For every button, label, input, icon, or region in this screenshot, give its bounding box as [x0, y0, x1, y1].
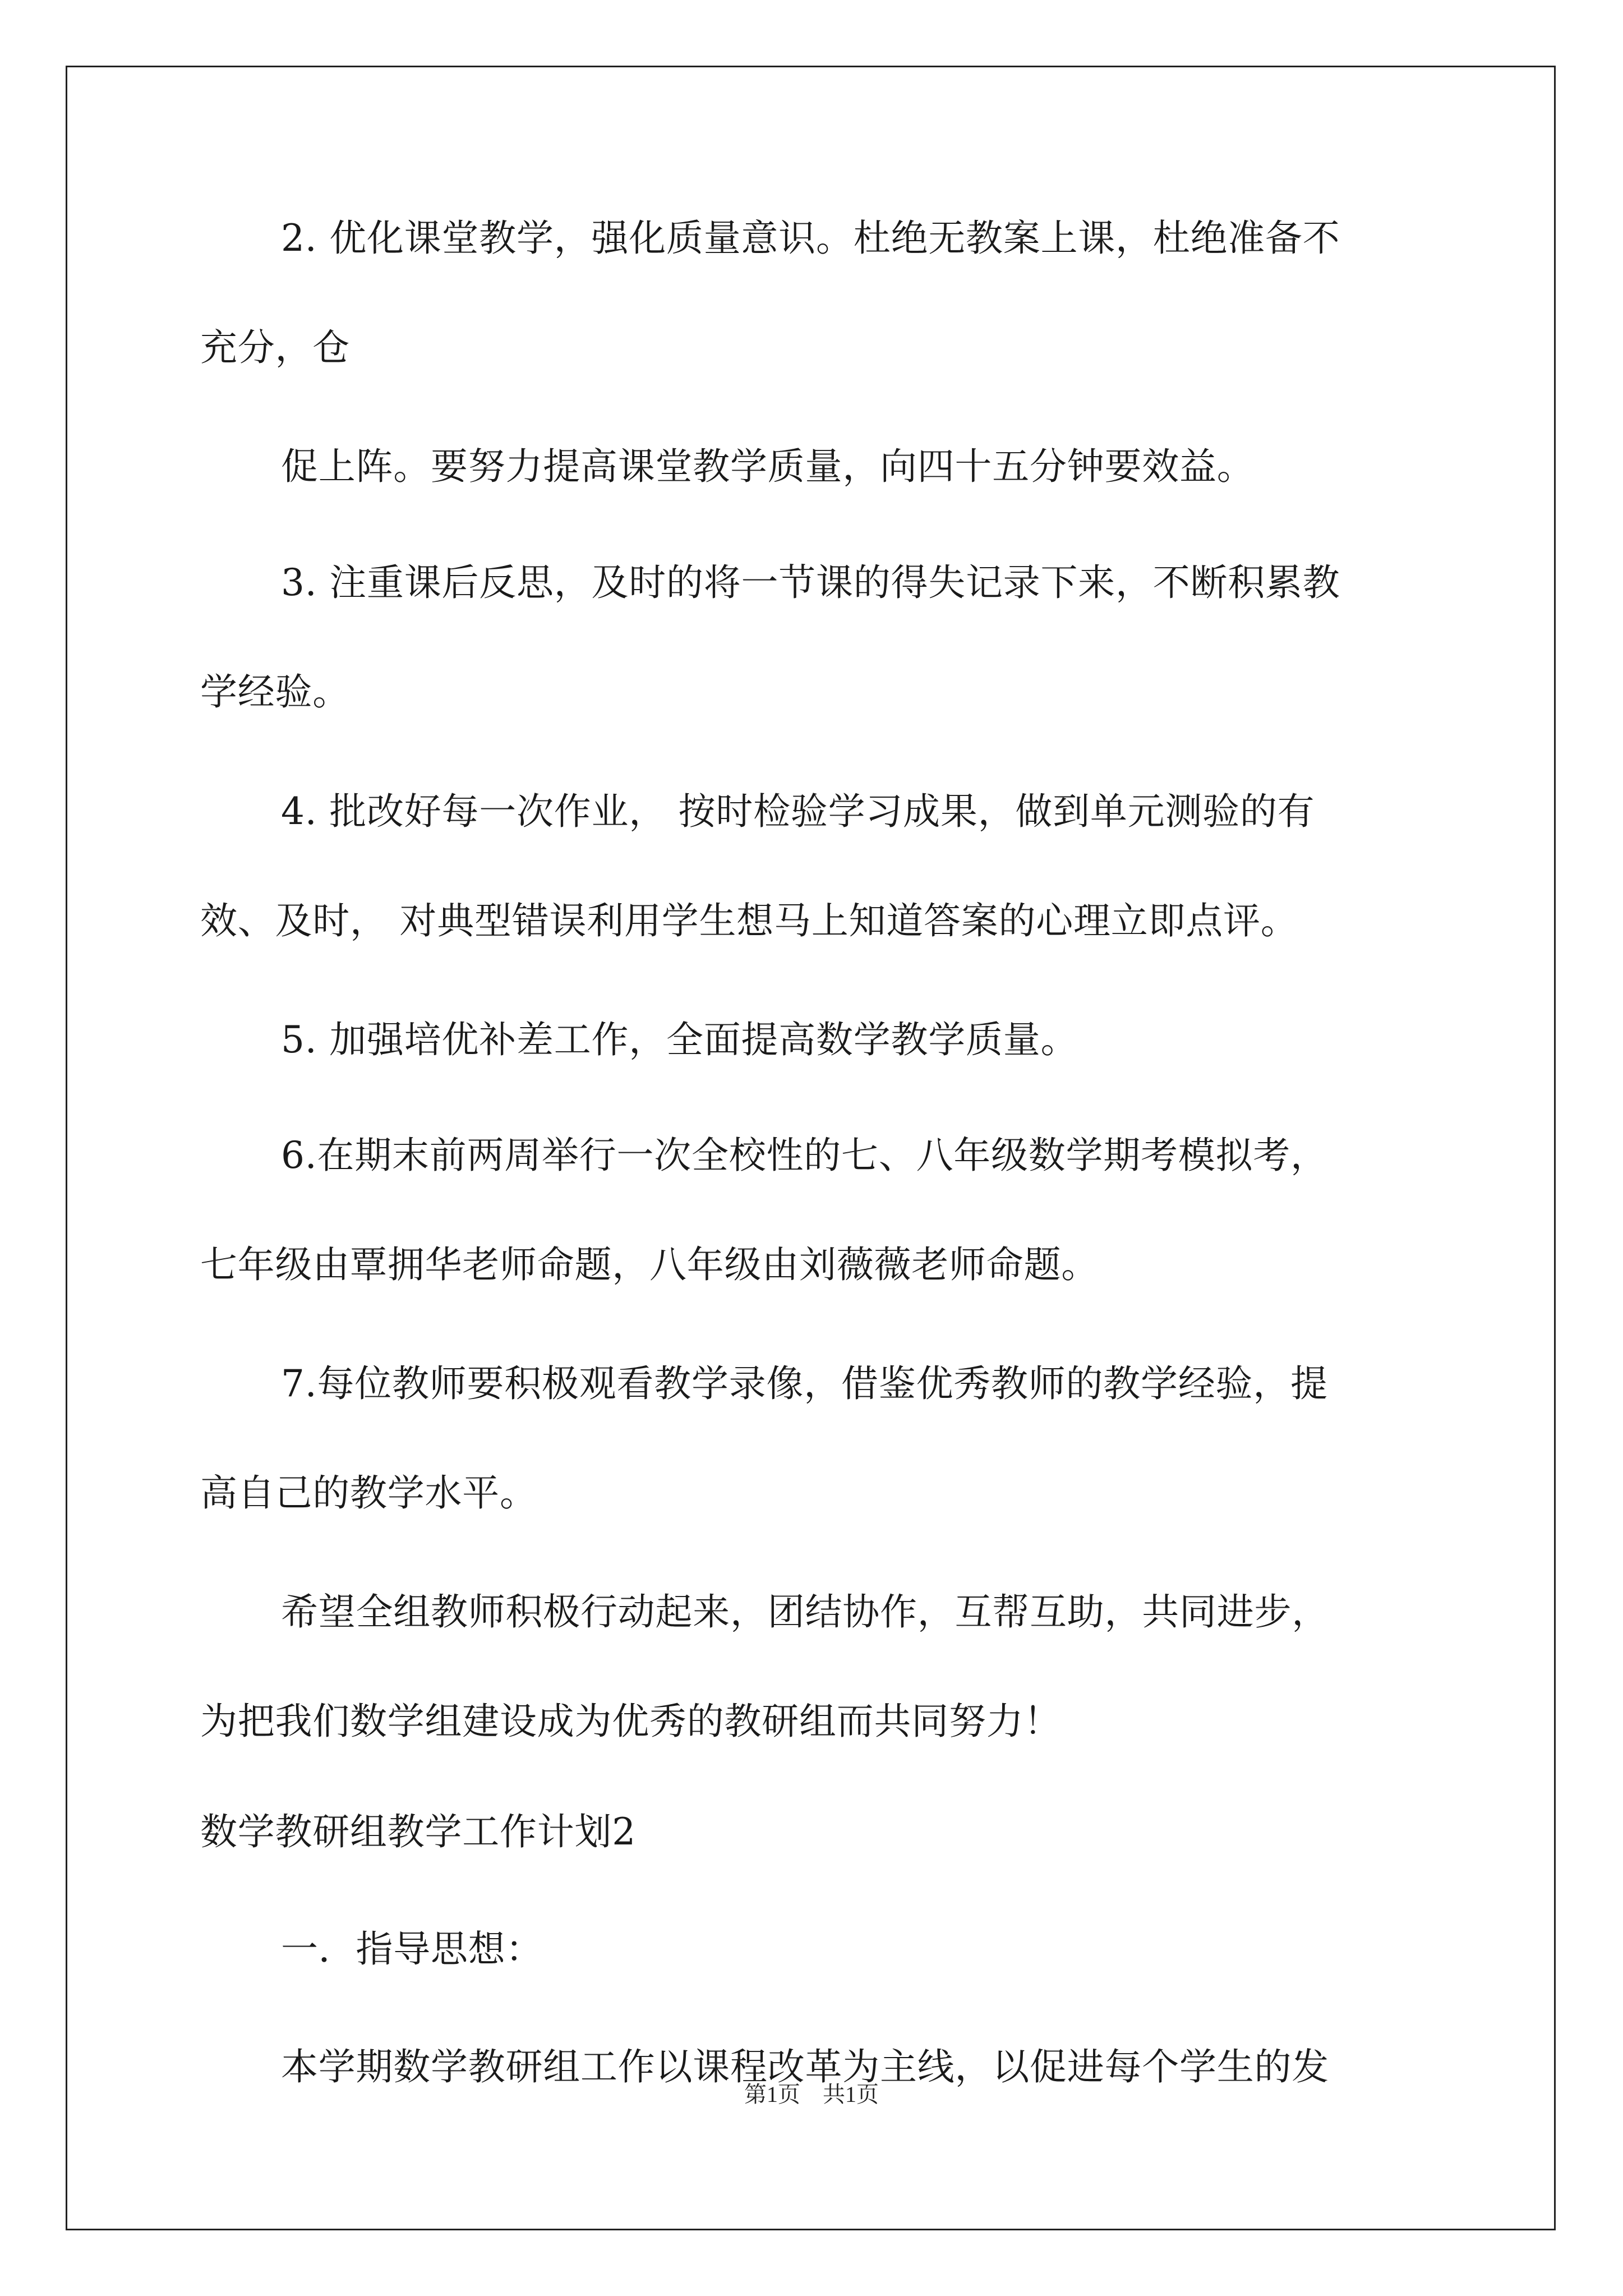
text-line: 5. 加强培优补差工作，全面提高数学教学质量。 [281, 1018, 1078, 1061]
text-line: 4. 批改好每一次作业， 按时检验学习成果，做到单元测验的有 [281, 790, 1315, 833]
text-line: 充分，仓 [200, 326, 350, 369]
page-total: 共1页 [823, 2082, 879, 2107]
page-footer [0, 2081, 1623, 2108]
text-line: 为把我们数学组建设成为优秀的教研组而共同努力！ [200, 1700, 1062, 1743]
page-number: 第1页 [744, 2082, 800, 2107]
text-line: 3. 注重课后反思，及时的将一节课的得失记录下来，不断积累教 [281, 561, 1340, 604]
text-line: 本学期数学教研组工作以课程改革为主线，以促进每个学生的发 [281, 2045, 1329, 2088]
text-line: 七年级由覃拥华老师命题，八年级由刘薇薇老师命题。 [200, 1243, 1099, 1286]
text-line: 7.每位教师要积极观看教学录像，借鉴优秀教师的教学经验，提 [281, 1362, 1328, 1405]
text-line: 高自己的教学水平。 [200, 1471, 537, 1515]
text-line: 促上阵。要努力提高课堂教学质量，向四十五分钟要效益。 [281, 445, 1255, 488]
text-line: 学经验。 [200, 670, 350, 714]
text-line: 6.在期末前两周举行一次全校性的七、八年级数学期考模拟考， [281, 1134, 1328, 1177]
subsection-heading: 一．指导思想： [281, 1927, 543, 1971]
text-line: 效、及时， 对典型错误利用学生想马上知道答案的心理立即点评。 [200, 899, 1298, 942]
text-line: 2. 优化课堂教学，强化质量意识。杜绝无教案上课，杜绝准备不 [281, 217, 1340, 260]
section-heading: 数学教研组教学工作计划2 [200, 1810, 636, 1853]
text-line: 希望全组教师积极行动起来，团结协作，互帮互助，共同进步， [281, 1590, 1329, 1634]
